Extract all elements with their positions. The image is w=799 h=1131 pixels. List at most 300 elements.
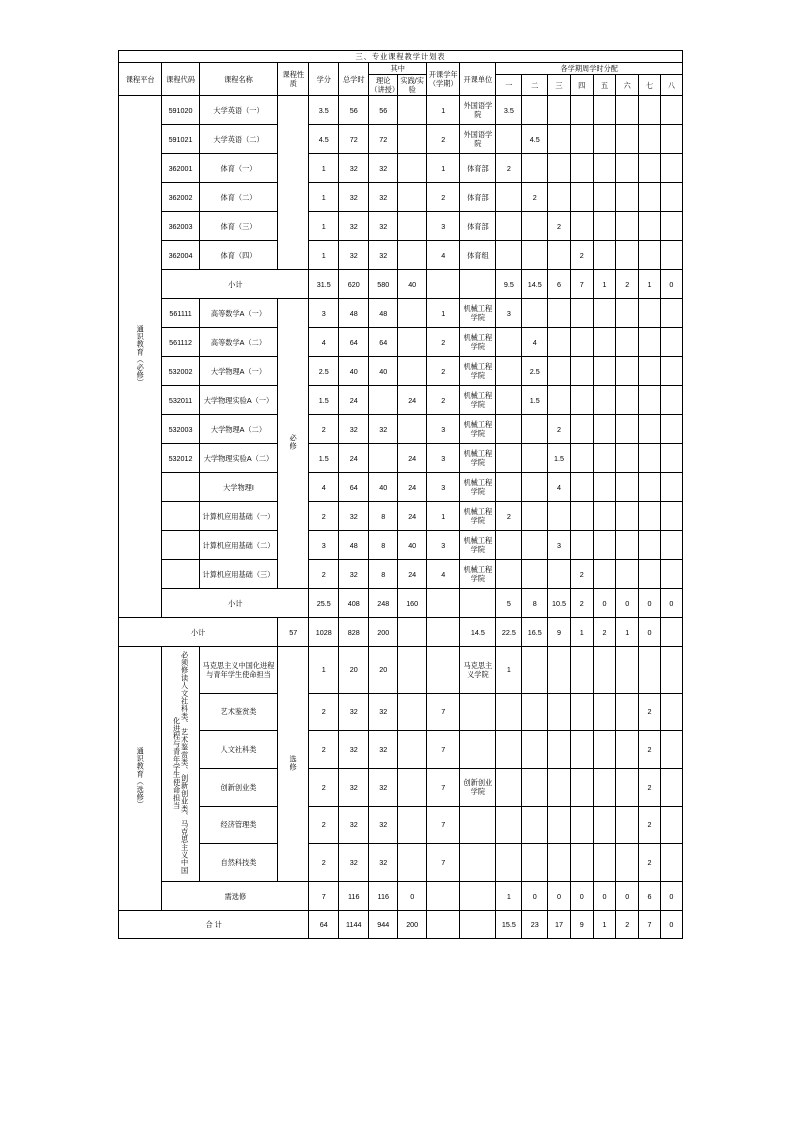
course-unit: 体育部: [460, 212, 496, 241]
course-total-hours: 32: [339, 844, 369, 882]
course-code: 362001: [162, 154, 199, 183]
required-elective-practice: 0: [398, 882, 427, 911]
course-term: 1: [427, 502, 460, 531]
course-theory: 32: [369, 844, 398, 882]
subtotal-week-3: 10.5: [548, 589, 571, 618]
table-row: [119, 415, 683, 444]
course-theory: 8: [369, 502, 398, 531]
week-7: 2: [639, 693, 661, 731]
week-2: [522, 212, 548, 241]
course-name: 大学物理I: [199, 473, 278, 502]
week-2: [522, 731, 548, 769]
week-1: [496, 731, 522, 769]
week-8: [660, 693, 682, 731]
course-unit: 机械工程学院: [460, 299, 496, 328]
platform-label: 通识教育（必修）: [136, 324, 146, 387]
week-4: [570, 844, 593, 882]
week-5: [593, 125, 616, 154]
course-term: 7: [427, 693, 460, 731]
subtotal-week-5: 0: [593, 589, 616, 618]
total-week-5: 1: [593, 911, 616, 939]
subtotal-week-5: 1: [593, 270, 616, 299]
table-row: [119, 473, 683, 502]
subtotal-total-hours: 408: [339, 589, 369, 618]
table-row: [119, 768, 683, 806]
week-8: [660, 154, 682, 183]
subtotal-theory: 828: [339, 618, 369, 647]
week-3: [548, 502, 571, 531]
week-1: 2: [496, 502, 522, 531]
platform-general-required: [119, 96, 162, 618]
course-credits: 3: [309, 299, 339, 328]
course-total-hours: 56: [339, 96, 369, 125]
week-4: [570, 212, 593, 241]
course-term: 7: [427, 768, 460, 806]
subtotal-week-3: 16.5: [522, 618, 548, 647]
week-2: [522, 531, 548, 560]
course-name: 创新创业类: [199, 768, 278, 806]
required-elective-theory: 116: [369, 882, 398, 911]
week-6: [616, 560, 639, 589]
week-6: [616, 473, 639, 502]
course-plan-table: [118, 50, 683, 939]
week-5: [593, 357, 616, 386]
required-elective-week-8: 0: [660, 882, 682, 911]
course-credits: 2: [309, 502, 339, 531]
subtotal-week-6: 0: [616, 589, 639, 618]
required-elective-week-3: 0: [548, 882, 571, 911]
subtotal-theory: 248: [369, 589, 398, 618]
course-credits: 2.5: [309, 357, 339, 386]
course-name: 大学物理实验A（二）: [199, 444, 278, 473]
week-5: [593, 731, 616, 769]
course-practice: [398, 183, 427, 212]
week-8: [660, 183, 682, 212]
platform-label: 通识教育（选修）: [136, 746, 146, 809]
week-4: [570, 502, 593, 531]
course-name: 自然科技类: [199, 844, 278, 882]
course-term: 2: [427, 183, 460, 212]
course-total-hours: 32: [339, 502, 369, 531]
total-week-6: 2: [616, 911, 639, 939]
week-3: 4: [548, 473, 571, 502]
course-name: 大学物理A（一）: [199, 357, 278, 386]
table-row: [119, 531, 683, 560]
week-3: [548, 647, 571, 694]
course-name: 大学英语（二）: [199, 125, 278, 154]
course-unit: 机械工程学院: [460, 444, 496, 473]
course-total-hours: 32: [339, 560, 369, 589]
header-term-5: 五: [593, 75, 616, 96]
week-5: [593, 154, 616, 183]
table-row: [119, 212, 683, 241]
header-nature: 课程性质: [278, 63, 309, 96]
subtotal-total-hours: 1028: [309, 618, 339, 647]
course-unit: 创新创业学院: [460, 768, 496, 806]
course-unit: 马克思主义学院: [460, 647, 496, 694]
header-theory: 理论（讲授）: [370, 76, 400, 94]
week-6: [616, 531, 639, 560]
subtotal-week-6: 2: [616, 270, 639, 299]
course-credits: 3: [309, 531, 339, 560]
course-theory: 32: [369, 183, 398, 212]
course-unit: 体育部: [460, 183, 496, 212]
week-8: [660, 444, 682, 473]
required-elective-credits: 7: [309, 882, 339, 911]
elective-group-note: [162, 647, 199, 882]
week-5: [593, 96, 616, 125]
course-theory: 40: [369, 473, 398, 502]
header-term-4: 四: [570, 75, 593, 96]
week-7: [639, 328, 661, 357]
week-2: 2: [522, 183, 548, 212]
course-term: 1: [427, 154, 460, 183]
week-6: [616, 444, 639, 473]
subtotal-row: [119, 589, 683, 618]
subtotal-total-hours: 620: [339, 270, 369, 299]
course-name: 经济管理类: [199, 806, 278, 844]
week-6: [616, 212, 639, 241]
week-7: [639, 415, 661, 444]
course-practice: [398, 731, 427, 769]
week-5: [593, 473, 616, 502]
table-row: [119, 647, 683, 694]
week-7: [639, 473, 661, 502]
course-unit: 机械工程学院: [460, 357, 496, 386]
week-8: [660, 357, 682, 386]
course-code: 591021: [162, 125, 199, 154]
course-unit: 外国语学院: [460, 125, 496, 154]
course-unit: [460, 806, 496, 844]
week-1: 1: [496, 647, 522, 694]
subtotal-week-5: 1: [570, 618, 593, 647]
course-code: 532012: [162, 444, 199, 473]
table-row: [119, 125, 683, 154]
course-name: 大学物理A（二）: [199, 415, 278, 444]
subtotal-term: [427, 270, 460, 299]
course-theory: 32: [369, 154, 398, 183]
week-3: 2: [548, 212, 571, 241]
week-4: [570, 154, 593, 183]
course-term: 7: [427, 844, 460, 882]
course-code: [162, 560, 199, 589]
week-8: [660, 806, 682, 844]
week-5: [593, 299, 616, 328]
table-row: [119, 693, 683, 731]
week-8: [660, 328, 682, 357]
required-elective-row: [119, 882, 683, 911]
header-term-6: 六: [616, 75, 639, 96]
subtotal-week-2: 22.5: [496, 618, 522, 647]
course-code: 362002: [162, 183, 199, 212]
week-7: [639, 125, 661, 154]
week-2: 4: [522, 328, 548, 357]
week-6: [616, 647, 639, 694]
week-1: [496, 241, 522, 270]
course-nature: [278, 96, 309, 270]
week-5: [593, 241, 616, 270]
subtotal-week-7: 1: [639, 270, 661, 299]
subtotal-week-4: 9: [548, 618, 571, 647]
course-total-hours: 64: [339, 473, 369, 502]
week-7: [639, 386, 661, 415]
week-7: [639, 357, 661, 386]
week-7: [639, 647, 661, 694]
week-5: [593, 328, 616, 357]
week-4: [570, 731, 593, 769]
required-elective-unit: [460, 882, 496, 911]
course-theory: 32: [369, 212, 398, 241]
course-theory: 40: [369, 357, 398, 386]
course-code: [162, 531, 199, 560]
course-total-hours: 32: [339, 183, 369, 212]
table-row: [119, 183, 683, 212]
week-1: [496, 531, 522, 560]
week-1: [496, 125, 522, 154]
course-unit: [460, 844, 496, 882]
week-7: 2: [639, 731, 661, 769]
course-credits: 2: [309, 731, 339, 769]
course-theory: 32: [369, 241, 398, 270]
week-3: [548, 241, 571, 270]
required-elective-week-7: 6: [639, 882, 661, 911]
week-3: [548, 357, 571, 386]
week-6: [616, 502, 639, 531]
table-row: [119, 357, 683, 386]
course-practice: [398, 647, 427, 694]
header-code: 课程代码: [162, 63, 199, 96]
week-3: [548, 299, 571, 328]
week-5: [593, 560, 616, 589]
table-row: [119, 444, 683, 473]
course-total-hours: 24: [339, 386, 369, 415]
table-row: [119, 844, 683, 882]
course-credits: 1: [309, 154, 339, 183]
table-row: [119, 96, 683, 125]
subtotal-practice: 200: [369, 618, 398, 647]
week-2: [522, 415, 548, 444]
week-8: [660, 96, 682, 125]
course-theory: 56: [369, 96, 398, 125]
week-5: [593, 183, 616, 212]
course-name: 人文社科类: [199, 731, 278, 769]
header-term: 开课学年（学期）: [427, 63, 460, 96]
course-total-hours: 32: [339, 154, 369, 183]
course-total-hours: 32: [339, 768, 369, 806]
week-3: [548, 183, 571, 212]
course-credits: 4: [309, 473, 339, 502]
total-term: [427, 911, 460, 939]
week-2: [522, 768, 548, 806]
course-credits: 2: [309, 693, 339, 731]
subtotal-unit: [460, 270, 496, 299]
week-1: [496, 212, 522, 241]
week-1: 3.5: [496, 96, 522, 125]
week-6: [616, 96, 639, 125]
table-row: [119, 806, 683, 844]
course-code: 591020: [162, 96, 199, 125]
week-2: [522, 241, 548, 270]
course-term: 7: [427, 806, 460, 844]
course-total-hours: 32: [339, 806, 369, 844]
course-name: 体育（二）: [199, 183, 278, 212]
week-8: [660, 299, 682, 328]
total-week-3: 17: [548, 911, 571, 939]
subtotal-week-8: 0: [660, 270, 682, 299]
week-6: [616, 241, 639, 270]
course-name: 大学英语（一）: [199, 96, 278, 125]
total-practice: 200: [398, 911, 427, 939]
week-1: 3: [496, 299, 522, 328]
week-4: [570, 357, 593, 386]
total-total-hours: 1144: [339, 911, 369, 939]
week-1: [496, 328, 522, 357]
course-unit: 机械工程学院: [460, 328, 496, 357]
header-platform: 课程平台: [119, 63, 162, 96]
week-7: [639, 212, 661, 241]
week-8: [660, 241, 682, 270]
table-row: [119, 299, 683, 328]
course-credits: 1: [309, 241, 339, 270]
week-2: 2.5: [522, 357, 548, 386]
course-name: 计算机应用基础（一）: [199, 502, 278, 531]
subtotal-week-1: 9.5: [496, 270, 522, 299]
week-6: [616, 806, 639, 844]
course-unit: 机械工程学院: [460, 502, 496, 531]
week-2: [522, 154, 548, 183]
week-3: [548, 806, 571, 844]
course-practice: [398, 415, 427, 444]
week-6: [616, 357, 639, 386]
course-code: [162, 473, 199, 502]
week-7: [639, 96, 661, 125]
table-row: [119, 328, 683, 357]
course-code: 362004: [162, 241, 199, 270]
week-2: [522, 560, 548, 589]
week-5: [593, 647, 616, 694]
week-5: [593, 444, 616, 473]
week-8: [660, 844, 682, 882]
header-term-8: 八: [660, 75, 682, 96]
course-term: 1: [427, 299, 460, 328]
week-3: [548, 693, 571, 731]
week-1: [496, 444, 522, 473]
table-row: [119, 241, 683, 270]
course-credits: 2: [309, 806, 339, 844]
subtotal-practice: 40: [398, 270, 427, 299]
week-7: [639, 183, 661, 212]
course-credits: 4.5: [309, 125, 339, 154]
course-unit: [460, 693, 496, 731]
course-total-hours: 32: [339, 241, 369, 270]
week-1: [496, 386, 522, 415]
week-8: [660, 415, 682, 444]
course-credits: 1: [309, 212, 339, 241]
header-unit: 开课单位: [460, 63, 496, 96]
course-name: 体育（三）: [199, 212, 278, 241]
course-unit: 机械工程学院: [460, 415, 496, 444]
course-total-hours: 20: [339, 647, 369, 694]
required-elective-week-2: 0: [522, 882, 548, 911]
nature-label: 选修: [289, 754, 299, 772]
subtotal-week-8: 0: [639, 618, 661, 647]
week-7: [639, 444, 661, 473]
course-term: 3: [427, 473, 460, 502]
subtotal-label: 小计: [162, 589, 309, 618]
total-label: 合 计: [119, 911, 309, 939]
subtotal-theory: 580: [369, 270, 398, 299]
course-credits: 3.5: [309, 96, 339, 125]
course-code: 532003: [162, 415, 199, 444]
week-5: [593, 806, 616, 844]
course-practice: [398, 241, 427, 270]
week-6: [616, 731, 639, 769]
total-row: [119, 911, 683, 939]
course-theory: 8: [369, 531, 398, 560]
week-1: [496, 806, 522, 844]
week-3: 3: [548, 531, 571, 560]
week-4: [570, 299, 593, 328]
plan-table-page: [118, 50, 683, 939]
week-6: [616, 154, 639, 183]
course-code: 362003: [162, 212, 199, 241]
week-6: [616, 328, 639, 357]
course-code: 532011: [162, 386, 199, 415]
week-2: [522, 444, 548, 473]
header-among-which: 其中: [369, 63, 427, 75]
course-total-hours: 48: [339, 299, 369, 328]
total-week-4: 9: [570, 911, 593, 939]
week-6: [616, 125, 639, 154]
course-practice: [398, 212, 427, 241]
nature-label: 必修: [289, 434, 299, 451]
week-8: [660, 386, 682, 415]
header-credits: 学分: [309, 63, 339, 96]
week-7: [639, 154, 661, 183]
subtotal-credits: 57: [278, 618, 309, 647]
week-4: 2: [570, 241, 593, 270]
course-nature: [278, 299, 309, 589]
week-6: [616, 415, 639, 444]
course-credits: 1.5: [309, 444, 339, 473]
course-theory: 32: [369, 693, 398, 731]
subtotal-week-2: 8: [522, 589, 548, 618]
course-name: 马克思主义中国化进程与青年学生使命担当: [199, 647, 278, 694]
header-row-1: [119, 63, 683, 75]
week-8: [660, 531, 682, 560]
course-practice: [398, 806, 427, 844]
subtotal-row: [119, 270, 683, 299]
header-name: 课程名称: [199, 63, 278, 96]
week-6: [616, 183, 639, 212]
subtotal-week-1: 14.5: [460, 618, 496, 647]
course-practice: 24: [398, 502, 427, 531]
week-1: [496, 693, 522, 731]
header-term-3: 三: [548, 75, 571, 96]
course-term: 2: [427, 357, 460, 386]
subtotal-term: [427, 589, 460, 618]
course-term: 2: [427, 328, 460, 357]
required-elective-total-hours: 116: [339, 882, 369, 911]
course-total-hours: 48: [339, 531, 369, 560]
week-7: [639, 502, 661, 531]
course-unit: 机械工程学院: [460, 560, 496, 589]
week-4: [570, 806, 593, 844]
course-term: 3: [427, 531, 460, 560]
course-unit: 外国语学院: [460, 96, 496, 125]
course-code: 561112: [162, 328, 199, 357]
week-8: [660, 560, 682, 589]
